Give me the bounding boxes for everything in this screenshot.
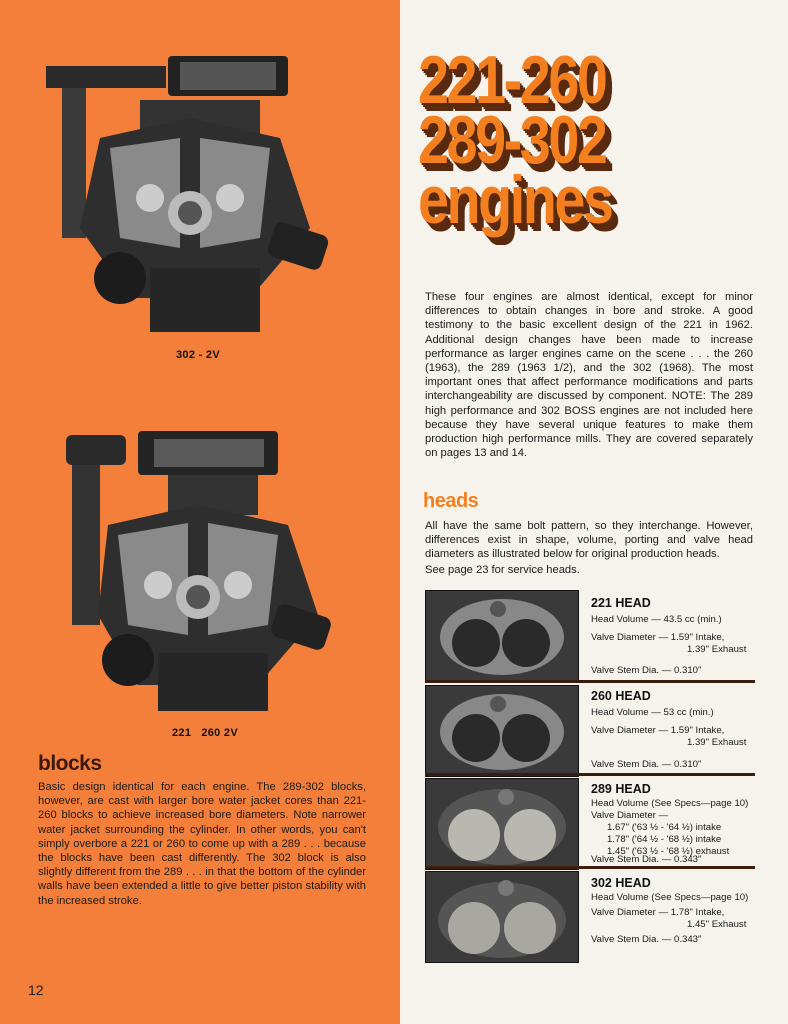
- engine-302-illustration: [40, 48, 340, 343]
- title-line-3: engines: [418, 162, 612, 238]
- engine-221-260-caption: 221 260 2V: [172, 727, 238, 739]
- divider-rule: [425, 866, 755, 869]
- engine-221-260-illustration: [58, 425, 338, 720]
- head-221-volume: Head Volume — 43.5 cc (min.): [591, 614, 722, 625]
- page-number: 12: [28, 982, 44, 998]
- head-302-valve: Valve Diameter — 1.78" Intake, 1.45" Exhaust: [591, 907, 747, 930]
- intro-paragraph: These four engines are almost identical, except for minor differences to obtain changes in bore and stroke. A good testimony to the basic excellent design of the 221 in 1962. Additional design changes have been made to increase performance as larger engines came on the scene . . . the 260 (1963), the 289 (1963 1/2), and the 302 (1968). The most important ones that affect performance modifications and parts interchangeability are discussed by component. NOTE: The 289 high performance and 302 BOSS engines are not included here because they have several unique features to make them production high performance mills. They are covered separately on pages 13 and 14.: [425, 291, 753, 460]
- title-line-1: 221-260: [418, 42, 606, 118]
- head-289-row: [425, 778, 755, 870]
- title-line-2: 289-302: [418, 102, 606, 178]
- head-260-valve: Valve Diameter — 1.59" Intake, 1.39" Exhaust: [591, 725, 747, 748]
- head-289-stem: Valve Stem Dia. — 0.343": [591, 854, 702, 865]
- heads-paragraph: All have the same bolt pattern, so they interchange. However, differences exist in shape, volume, porting and valve head diameters as illustrated below for original production heads.: [425, 520, 753, 561]
- heads-heading: heads: [423, 490, 479, 512]
- divider-rule: [425, 680, 755, 683]
- head-289-valve: Valve Diameter — 1.67" ('63 ½ - '64 ½) intake 1.78" ('64 ½ - '68 ½) intake 1.45" ('63 ½ - '68 ½) exhaust: [591, 810, 730, 857]
- head-302-volume: Head Volume (See Specs—page 10): [591, 892, 749, 903]
- head-260-row: [425, 685, 755, 777]
- blocks-heading: blocks: [38, 752, 102, 775]
- engine-302-caption: 302 - 2V: [176, 349, 220, 361]
- head-302-row: [425, 871, 755, 963]
- head-221-stem: Valve Stem Dia. — 0.310": [591, 665, 702, 676]
- head-260-volume: Head Volume — 53 cc (min.): [591, 707, 714, 718]
- head-302-stem: Valve Stem Dia. — 0.343": [591, 934, 702, 945]
- head-221-title: 221 HEAD: [591, 596, 651, 610]
- head-260-stem: Valve Stem Dia. — 0.310": [591, 759, 702, 770]
- head-302-photo: [425, 871, 579, 963]
- divider-rule: [425, 773, 755, 776]
- head-289-photo: [425, 778, 579, 870]
- head-289-title: 289 HEAD: [591, 782, 651, 796]
- page-title: [418, 42, 612, 238]
- head-260-photo: [425, 685, 579, 777]
- head-289-volume: Head Volume (See Specs—page 10): [591, 798, 749, 809]
- head-221-photo: [425, 590, 579, 682]
- head-260-title: 260 HEAD: [591, 689, 651, 703]
- head-302-title: 302 HEAD: [591, 876, 651, 890]
- blocks-paragraph: Basic design identical for each engine. The 289-302 blocks, however, are cast with larger bore water jacket cores than 221-260 blocks to achieve increased bore diameters. Note narrower water jacket surrounding the cylinder. In other words, you can't simply overbore a 221 or 260 to come up with a 289 . . . because the blocks have been cast differently. The 302 block is also slightly different from the 289 . . . in that the bottom of the cylinder walls have been extended a little to give better piston stability with the increased stroke.: [38, 781, 366, 907]
- heads-see-page: See page 23 for service heads.: [425, 564, 580, 576]
- head-221-valve: Valve Diameter — 1.59" Intake, 1.39" Exhaust: [591, 632, 747, 655]
- head-221-row: [425, 590, 755, 682]
